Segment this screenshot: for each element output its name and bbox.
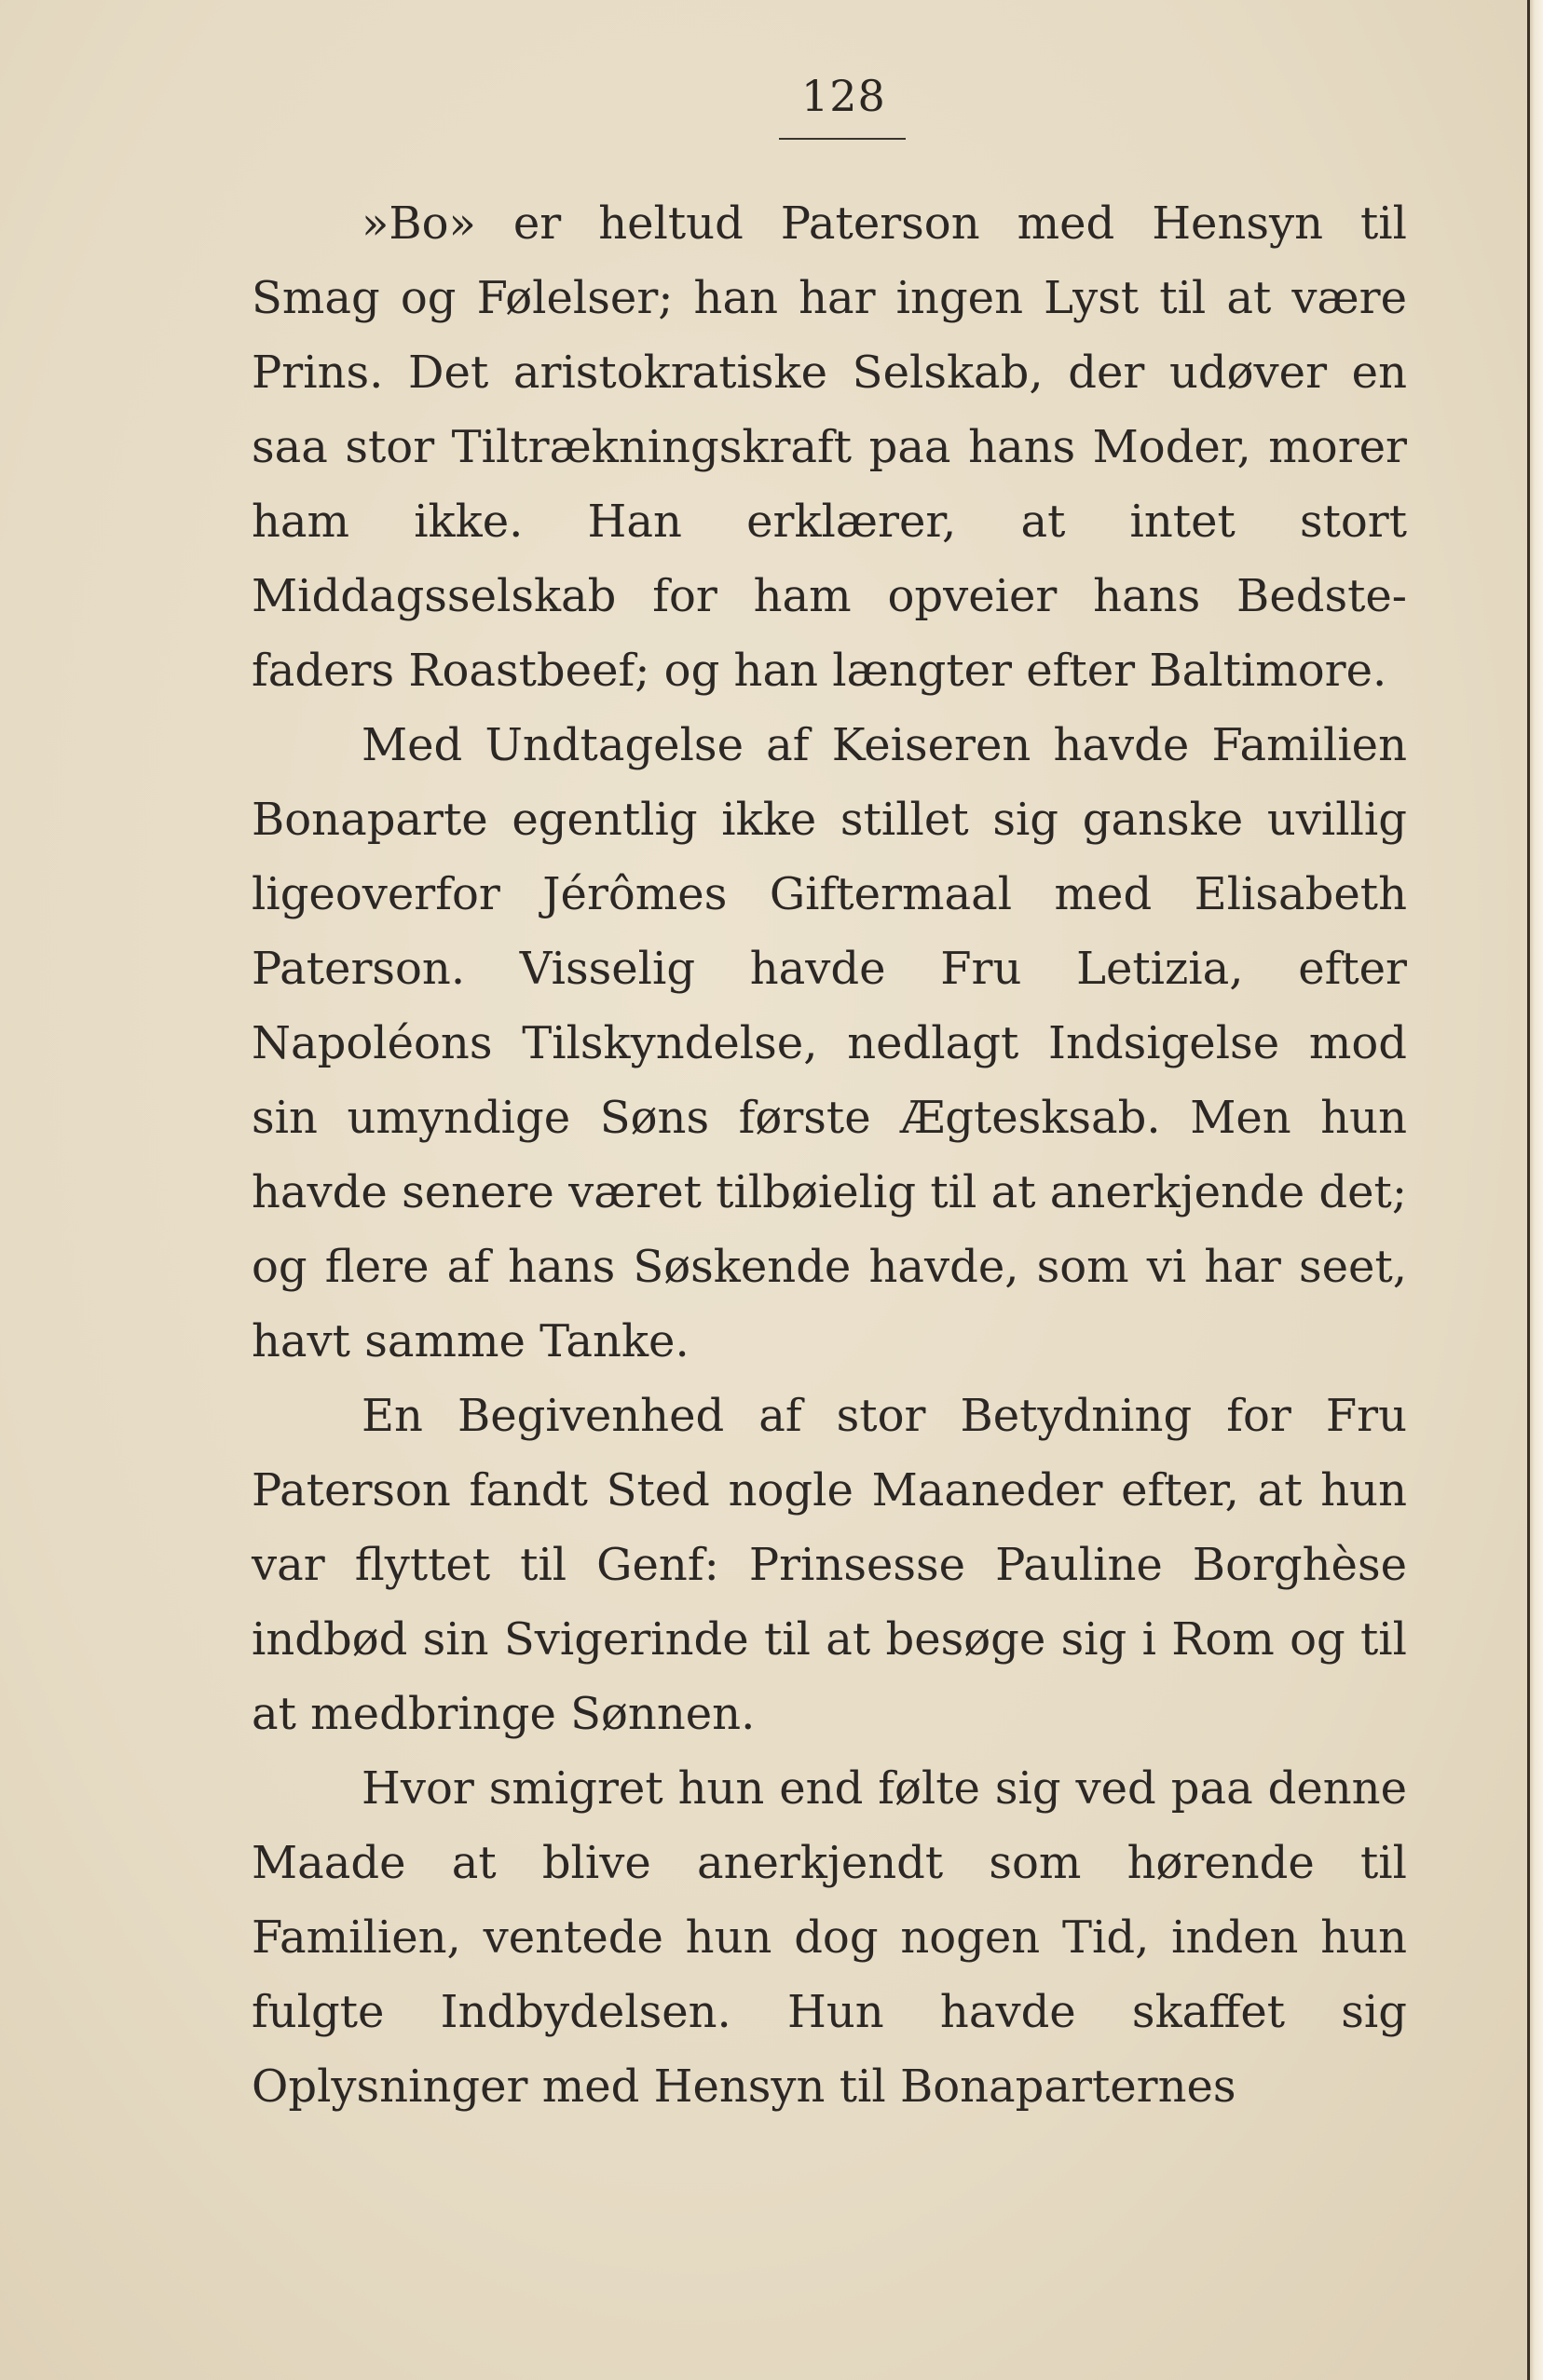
page-edge — [1527, 0, 1543, 2380]
page-number: 128 — [801, 71, 886, 121]
paragraph-1: »Bo» er heltud Paterson med Hensyn til Smag og Følelser; han har ingen Lyst til at være Prins. Det aristokratiske Selskab, der udøver en saa stor Tiltrækningskraft paa hans Moder, morer ham ikke. Han erklærer, at intet stort Middagsselskab for ham opveier hans Bedstefaders Roastbeef; og han længter efter Baltimore. — [252, 197, 1407, 697]
body-text — [252, 186, 1407, 2124]
paragraph-3: En Begivenhed af stor Betydning for Fru Paterson fandt Sted nogle Maaneder efter, at hun var flyttet til Genf: Prinsesse Pauline Borghèse indbød sin Svigerinde til at besøge sig i Rom og til at medbringe Sønnen. — [252, 1390, 1407, 1740]
paragraph-2: Med Undtagelse af Keiseren havde Familien Bonaparte egentlig ikke stillet sig ganske uvillig ligeoverfor Jérômes Giftermaal med Elisabeth Paterson. Visselig havde Fru Letizia, efter Napoléons Tilskyndelse, nedlagt Indsigelse mod sin umyndige Søns første Ægtesksab. Men hun havde senere været tilbøielig til at anerkjende det; og flere af hans Søskende havde, som vi har seet, havt samme Tanke. — [252, 719, 1407, 1367]
paragraph-4: Hvor smigret hun end følte sig ved paa denne Maade at blive anerkjendt som hørende til Familien, ventede hun dog nogen Tid, inden hun fulgte Indbydelsen. Hun havde skaffet sig Oplysninger med Hensyn til Bonaparternes — [252, 1762, 1407, 2113]
page-number-rule — [779, 138, 906, 140]
